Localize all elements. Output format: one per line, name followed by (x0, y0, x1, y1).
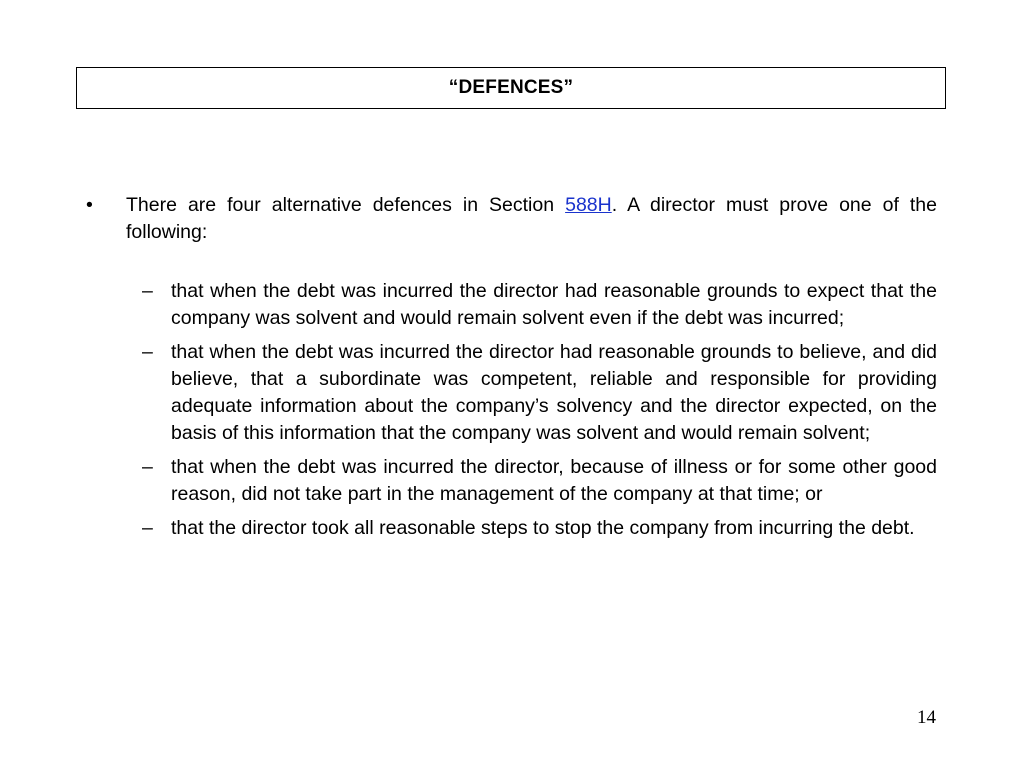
section-588h-link[interactable]: 588H (565, 194, 612, 216)
defences-list (142, 278, 937, 542)
list-item (142, 454, 937, 508)
list-item-text: that when the debt was incurred the director had reasonable grounds to believe, and did believe, that a subordinate was competent, reliable and responsible for providing adequate information about the company’s solvency and the director expected, on the basis of this information that the company was solvent and would remain solvent; (171, 341, 937, 444)
dash-marker: – (142, 280, 153, 302)
dash-marker: – (142, 341, 153, 363)
page-number: 14 (917, 707, 936, 728)
bullet-marker: • (86, 194, 93, 216)
list-item (142, 515, 937, 542)
list-item (142, 339, 937, 447)
intro-bullet (86, 192, 937, 246)
dash-marker: – (142, 517, 153, 539)
list-item (142, 278, 937, 332)
slide-title: “DEFENCES” (448, 77, 574, 98)
title-box (76, 67, 946, 109)
slide-body (86, 192, 937, 549)
list-item-text: that when the debt was incurred the director had reasonable grounds to expect that the company was solvent and would remain solvent even if the debt was incurred; (171, 280, 937, 329)
intro-text-after: . A director must prove one of the following: (126, 194, 937, 243)
list-item-text: that when the debt was incurred the director, because of illness or for some other good reason, did not take part in the management of the company at that time; or (171, 456, 937, 505)
intro-text-before: There are four alternative defences in Section (126, 194, 566, 216)
dash-marker: – (142, 456, 153, 478)
list-item-text: that the director took all reasonable steps to stop the company from incurring the debt. (171, 517, 915, 539)
